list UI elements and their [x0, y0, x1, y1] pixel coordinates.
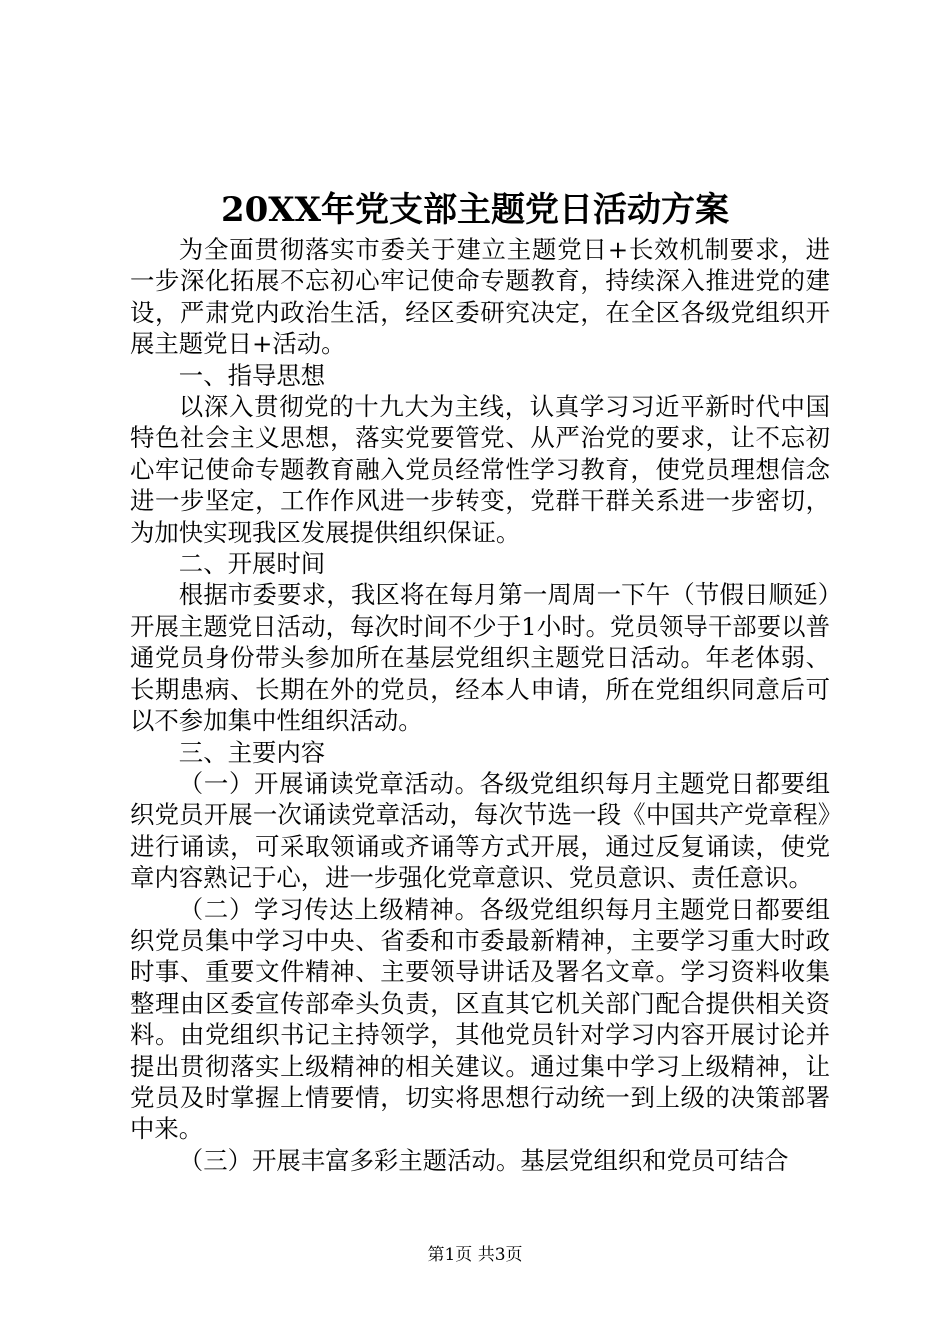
intro-paragraph: 为全面贯彻落实市委关于建立主题党日+长效机制要求，进一步深化拓展不忘初心牢记使命专题教育，持续深入推进党的建设，严肃党内政治生活，经区委研究决定，在全区各级党组织开展主题党日+活动。 — [130, 235, 830, 359]
section-heading-main-content: 三、主要内容 — [178, 737, 326, 767]
page-number-footer: 第1页 共3页 — [427, 1245, 523, 1265]
content-item-3: （三）开展丰富多彩主题活动。基层党组织和党员可结合 — [178, 1145, 789, 1175]
section-heading-schedule: 二、开展时间 — [178, 549, 326, 579]
content-item-2: （二）学习传达上级精神。各级党组织每月主题党日都要组织党员集中学习中央、省委和市委最新精神，主要学习重大时政时事、重要文件精神、主要领导讲话及署名文章。学习资料收集整理由区委宣传部牵头负责，区直其它机关部门配合提供相关资料。由党组织书记主持领学，其他党员针对学习内容开展讨论并提出贯彻落实上级精神的相关建议。通过集中学习上级精神，让党员及时掌握上情要情，切实将思想行动统一到上级的决策部署中来。 — [130, 894, 830, 1144]
guiding-ideology-paragraph: 以深入贯彻党的十九大为主线，认真学习习近平新时代中国特色社会主义思想，落实党要管党、从严治党的要求，让不忘初心牢记使命专题教育融入党员经常性学习教育，使党员理想信念进一步坚定，工作作风进一步转变，党群干群关系进一步密切，为加快实现我区发展提供组织保证。 — [130, 392, 830, 547]
document-body — [130, 234, 830, 1176]
document-title: 20XX年党支部主题党日活动方案 — [220, 190, 730, 230]
section-heading-guiding-ideology: 一、指导思想 — [178, 360, 326, 390]
schedule-paragraph: 根据市委要求，我区将在每月第一周周一下午（节假日顺延）开展主题党日活动，每次时间不少于1小时。党员领导干部要以普通党员身份带头参加所在基层党组织主题党日活动。年老体弱、长期患病、长期在外的党员，经本人申请，所在党组织同意后可以不参加集中性组织活动。 — [130, 580, 830, 736]
content-item-1: （一）开展诵读党章活动。各级党组织每月主题党日都要组织党员开展一次诵读党章活动，每次节选一段《中国共产党章程》进行诵读，可采取领诵或齐诵等方式开展，通过反复诵读，使党章内容熟记于心，进一步强化党章意识、党员意识、责任意识。 — [130, 768, 830, 893]
